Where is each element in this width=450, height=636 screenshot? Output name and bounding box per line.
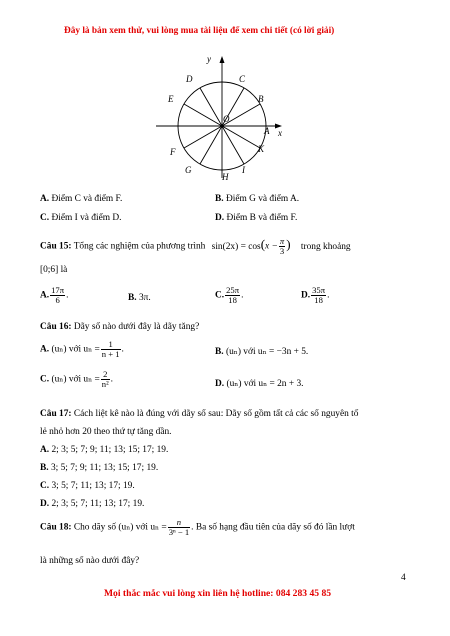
- point-e-label: E: [168, 94, 174, 104]
- point-g-label: G: [185, 165, 192, 175]
- q15-option-b: B. 3π.: [128, 293, 151, 303]
- q17-option-b: B. 3; 5; 7; 9; 11; 13; 15; 17; 19.: [40, 463, 159, 473]
- header-notice: Đây là bản xem thử, vui lòng mua tài liệu để xem chi tiết (có lời giải): [64, 26, 335, 36]
- q17-option-d: D. 2; 3; 5; 7; 11; 13; 17; 19.: [40, 499, 145, 509]
- q15-option-a: A. $\frac{17\pi}{6}$ .: [40, 285, 69, 305]
- q14-option-b: B. Điểm G và điểm A.: [215, 194, 300, 204]
- q15-option-c: C. $\frac{25\pi}{18}$ .: [215, 285, 244, 305]
- q16-option-b: B. (uₙ) với uₙ = −3n + 5.: [215, 347, 309, 357]
- point-h-label: H: [222, 172, 229, 182]
- point-i-label: I: [242, 165, 245, 175]
- q16-option-d: D. (uₙ) với uₙ = 2n + 3.: [215, 379, 304, 389]
- q14-option-d: D. Điểm B và điểm F.: [215, 213, 298, 223]
- q15-option-d: D. $\frac{35\pi}{18}$ .: [301, 285, 330, 305]
- point-k-label: K: [258, 144, 265, 154]
- q14-option-a: A. Điểm C và điểm F.: [40, 194, 123, 204]
- q18-question-line2: là những số nào dưới đây?: [40, 556, 140, 566]
- point-c-label: C: [239, 74, 246, 84]
- page-number: 4: [401, 573, 406, 583]
- y-axis-label: y: [207, 54, 211, 64]
- q17-option-c: C. 3; 5; 7; 11; 13; 17; 19.: [40, 481, 135, 491]
- q16-option-c: C. (uₙ) với uₙ = $\frac{2}{\text{n²}}$ .: [40, 369, 113, 389]
- y-axis-arrow: [220, 56, 225, 63]
- q15-question: Câu 15: Tổng các nghiệm của phương trình sin(2x) = cos(x − $\frac{\pi}{3}$ ) trong khoảng: [40, 236, 351, 256]
- q15-interval: [0;6] là: [40, 265, 68, 275]
- q16-question: Câu 16: Dãy số nào dưới đây là dãy tăng?: [40, 322, 200, 332]
- origin-label: O: [223, 114, 230, 124]
- x-axis-label: x: [278, 128, 282, 138]
- q16-option-a: A. (uₙ) với uₙ = $\frac{1}{n + 1}$ .: [40, 339, 124, 359]
- q18-question: Câu 18: Cho dãy số (uₙ) với uₙ = $\frac{n}{\text{3ⁿ − 1}}$ . Ba số hạng đầu tiên của dãy số đó lần lượt: [40, 517, 355, 537]
- q17-question-line1: Câu 17: Cách liệt kê nào là đúng với dãy số sau: Dãy số gồm tất cả các số nguyên tố: [40, 409, 359, 419]
- point-d-label: D: [186, 74, 193, 84]
- q17-option-a: A. 2; 3; 5; 7; 9; 11; 13; 15; 17; 19.: [40, 445, 169, 455]
- unit-circle-figure: [150, 52, 300, 182]
- point-f-label: F: [170, 147, 176, 157]
- q14-option-c: C. Điểm I và điểm D.: [40, 213, 122, 223]
- footer-notice: Mọi thắc mắc vui lòng xin liên hệ hotline: 084 283 45 85: [104, 588, 332, 599]
- q17-question-line2: lẻ nhỏ hơn 20 theo thứ tự tăng dần.: [40, 427, 172, 437]
- point-b-label: B: [258, 94, 264, 104]
- point-a-label: A: [264, 126, 270, 136]
